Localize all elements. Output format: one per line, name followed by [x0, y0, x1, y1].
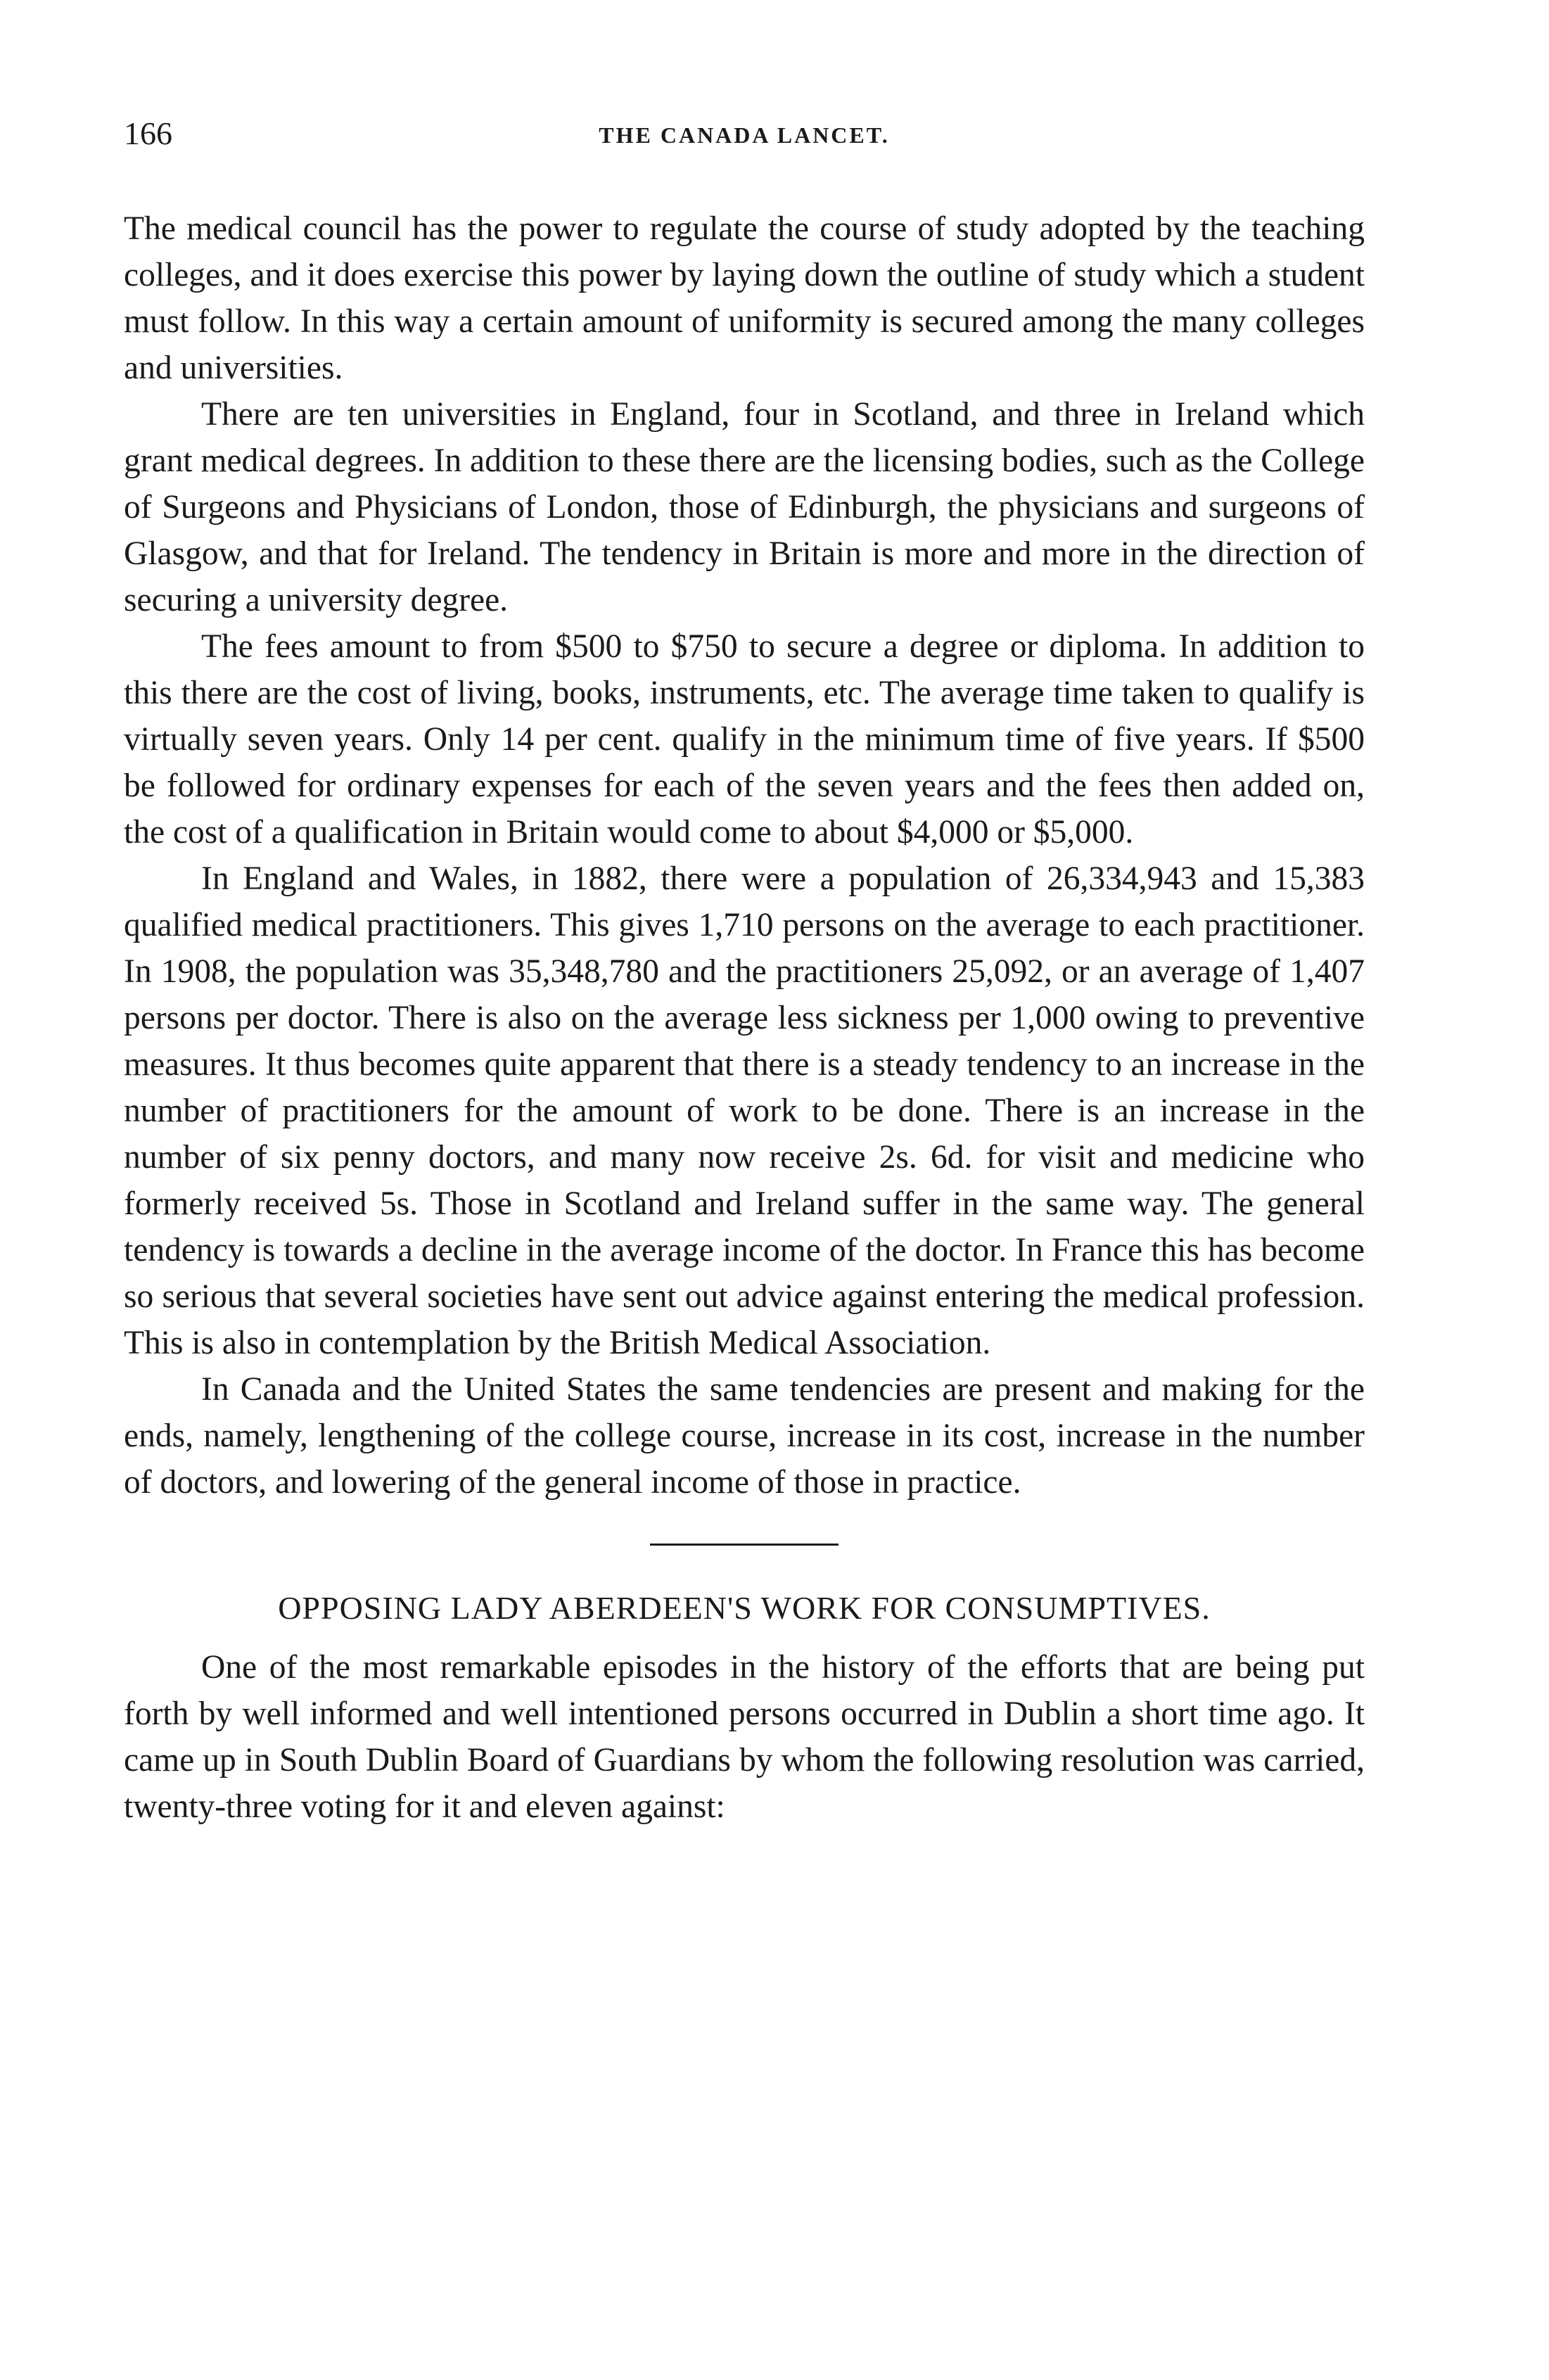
page-number: 166	[124, 115, 172, 151]
paragraph-medical-council: The medical council has the power to regulate the course of study adopted by the teaching colleges, and it does exercise this power by laying down the outline of study which a student must follow. In this way a certain amount of uniformity is secured among the many colleges and universities.	[124, 210, 1365, 386]
paragraph-canada-us: In Canada and the United States the same tendencies are present and making for the ends, namely, lengthening of the college course, increase in its cost, increase in the number of doctors, and lowering of the general income of those in practice.	[124, 1371, 1365, 1501]
page-header	[124, 113, 1365, 155]
running-title: THE CANADA LANCET.	[599, 122, 890, 148]
section-heading: OPPOSING LADY ABERDEEN'S WORK FOR CONSUMPTIVES.	[278, 1590, 1211, 1626]
section-divider	[650, 1544, 839, 1546]
paragraph-universities: There are ten universities in England, four in Scotland, and three in Ireland which grant medical degrees. In addition to these there are the licensing bodies, such as the College of Surgeons and Physicians of London, those of Edinburgh, the physicians and surgeons of Glasgow, and that for Ireland. The tendency in Britain is more and more in the direction of securing a university degree.	[124, 396, 1365, 618]
paragraph-england-wales: In England and Wales, in 1882, there were a population of 26,334,943 and 15,383 qualified medical practitioners. This gives 1,710 persons on the average to each practitioner. In 1908, the population was 35,348,780 and the practitioners 25,092, or an average of 1,407 persons per doctor. There is also on the average less sickness per 1,000 owing to preventive measures. It thus becomes quite apparent that there is a steady tendency to an increase in the number of practitioners for the amount of work to be done. There is an increase in the number of six penny doctors, and many now receive 2s. 6d. for visit and medicine who formerly received 5s. Those in Scotland and Ireland suffer in the same way. The general tendency is towards a decline in the average income of the doctor. In France this has become so serious that several societies have sent out advice against entering the medical profession. This is also in contemplation by the British Medical Association.	[124, 860, 1365, 1361]
paragraph-dublin-episode: One of the most remarkable episodes in the history of the efforts that are being put forth by well informed and well intentioned persons occurred in Dublin a short time ago. It came up in South Dublin Board of Guardians by whom the following resolution was carried, twenty-three voting for it and eleven against:	[124, 1649, 1365, 1825]
article-body	[124, 205, 1365, 1830]
paragraph-fees: The fees amount to from $500 to $750 to secure a degree or diploma. In addition to this there are the cost of living, books, instruments, etc. The average time taken to qualify is virtually seven years. Only 14 per cent. qualify in the minimum time of five years. If $500 be followed for ordinary expenses for each of the seven years and the fees then added on, the cost of a qualification in Britain would come to about $4,000 or $5,000.	[124, 628, 1365, 851]
page	[124, 0, 1365, 2380]
